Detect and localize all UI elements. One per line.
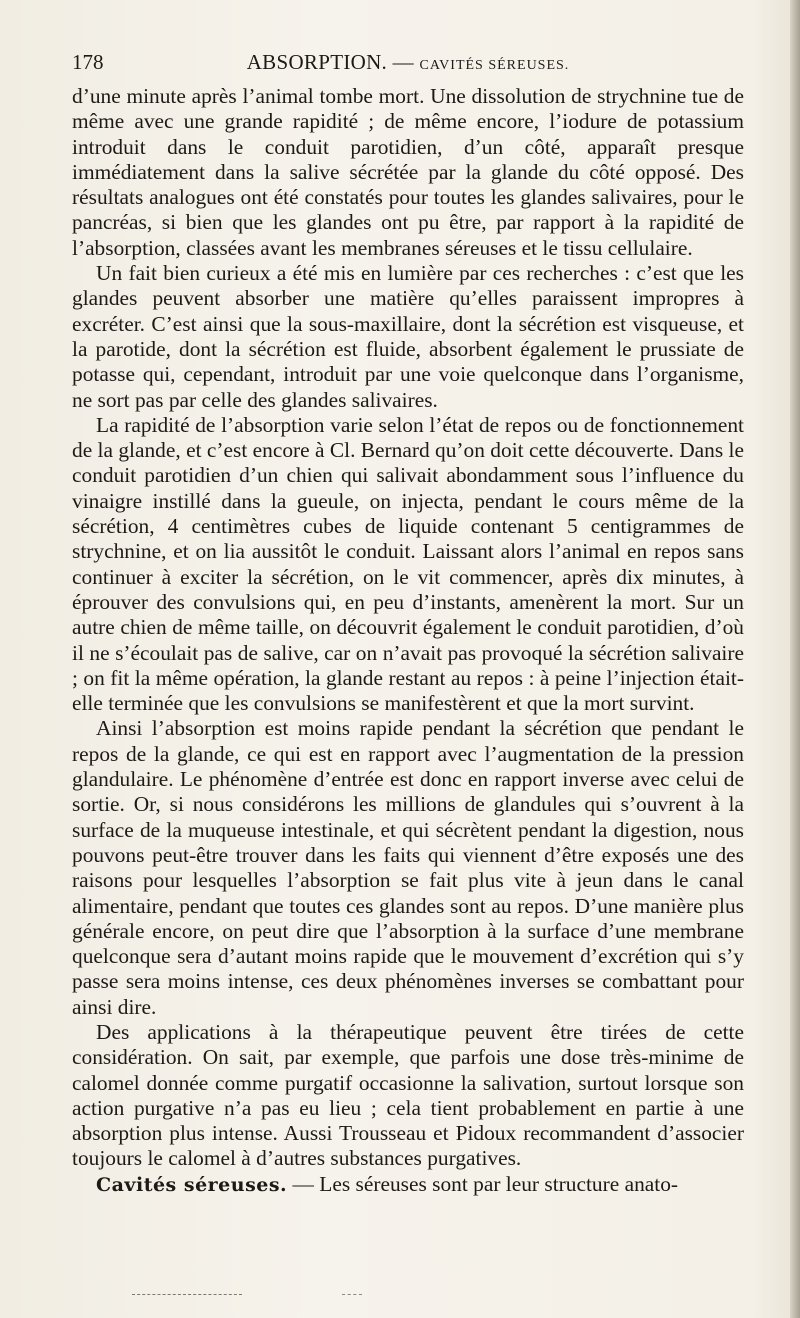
header-title: ABSORPTION. xyxy=(246,50,388,74)
section-text: Les séreuses sont par leur structure anato- xyxy=(319,1171,679,1196)
header-separator: — xyxy=(392,50,414,74)
section-title: Cavités séreuses. xyxy=(96,1173,288,1196)
paragraph-4: Ainsi l’absorption est moins rapide pendant la sécrétion que pendant le repos de la glande, ce qui est en rapport avec l’augmentation de la pression glandulaire. Le phénomène d’entrée est donc en rapport inverse avec celui de sortie. Or, si nous considérons les millions de glandules qui s’ouvrent à la surface de la muqueuse intestinale, et qui sécrètent pendant la digestion, nous pouvons peut-être trouver dans les faits qui viennent d’être exposés une des raisons pour lesquelles l’absorption se fait plus vite à jeun dans le canal alimentaire, pendant que toutes ces glandes sont au repos. D’une manière plus générale encore, on peut dire que l’absorption à la surface d’une membrane quelconque sera d’autant moins rapide que le mouvement d’excrétion qui s’y passe sera moins intense, ces deux phénomènes inverses se combattant pour ainsi dire. xyxy=(72,716,744,1019)
paragraph-3: La rapidité de l’absorption varie selon l’état de repos ou de fonctionnement de la glande, et c’est encore à Cl. Bernard qu’on doit cette découverte. Dans le conduit parotidien d’un chien qui salivait abondamment sous l’influence du vinaigre instillé dans la gueule, on injecta, pendant le cours même de la sécrétion, 4 centimètres cubes de liquide contenant 5 centigrammes de strychnine, et on lia aussitôt le conduit. Laissant alors l’animal en repos sans continuer à exciter la sécrétion, on le vit commencer, après dix minutes, à éprouver des convulsions qui, en peu d’instants, amenèrent la mort. Sur un autre chien de même taille, on découvrit également le conduit parotidien, d’où il ne s’écoulait pas de salive, car on n’avait pas provoqué la sécrétion salivaire ; on fit la même opération, la glande restant au repos : à peine l’injection était-elle terminée que les convulsions se manifestèrent et que la mort survint. xyxy=(72,412,744,716)
body-text xyxy=(72,84,744,1198)
paragraph-5: Des applications à la thérapeutique peuvent être tirées de cette considération. On sait, par exemple, que parfois une dose très-minime de calomel donnée comme purgatif occasionne la salivation, surtout lorsque son action purgative n’a pas eu lieu ; cela tient probablement en partie à une absorption plus intense. Aussi Trousseau et Pidoux recommandent d’associer toujours le calomel à d’autres substances purgatives. xyxy=(72,1019,744,1171)
footer-rule xyxy=(132,1294,242,1295)
page-number: 178 xyxy=(72,50,104,74)
header-subtitle: CAVITÉS SÉREUSES. xyxy=(419,58,570,73)
paragraph-2: Un fait bien curieux a été mis en lumière par ces recherches : c’est que les glandes peuvent absorber une matière qu’elles paraissent impropres à excréter. C’est ainsi que la sous-maxillaire, dont la sécrétion est visqueuse, et la parotide, dont la sécrétion est fluide, absorbent également le prussiate de potasse qui, cependant, introduit par une voie quelconque dans l’organisme, ne sort pas par celle des glandes salivaires. xyxy=(72,261,744,412)
running-head-title xyxy=(72,50,744,75)
paragraph-1: d’une minute après l’animal tombe mort. Une dissolution de strychnine tue de même avec une grande rapidité ; de même encore, l’iodure de potassium introduit dans le conduit parotidien, d’un côté, apparaît presque immédiatement dans la salive sécrétée par la glande du côté opposé. Des résultats analogues ont été constatés pour toutes les glandes salivaires, pour le pancréas, si bien que les glandes ont pu être, par rapport à la rapidité de l’absorption, classées avant les membranes séreuses et le tissu cellulaire. xyxy=(72,84,744,260)
page-edge-shadow xyxy=(790,0,800,1318)
section-paragraph xyxy=(72,1172,744,1198)
section-dash: — xyxy=(292,1171,314,1196)
footer-rule-short xyxy=(342,1294,362,1295)
running-header xyxy=(72,50,744,80)
